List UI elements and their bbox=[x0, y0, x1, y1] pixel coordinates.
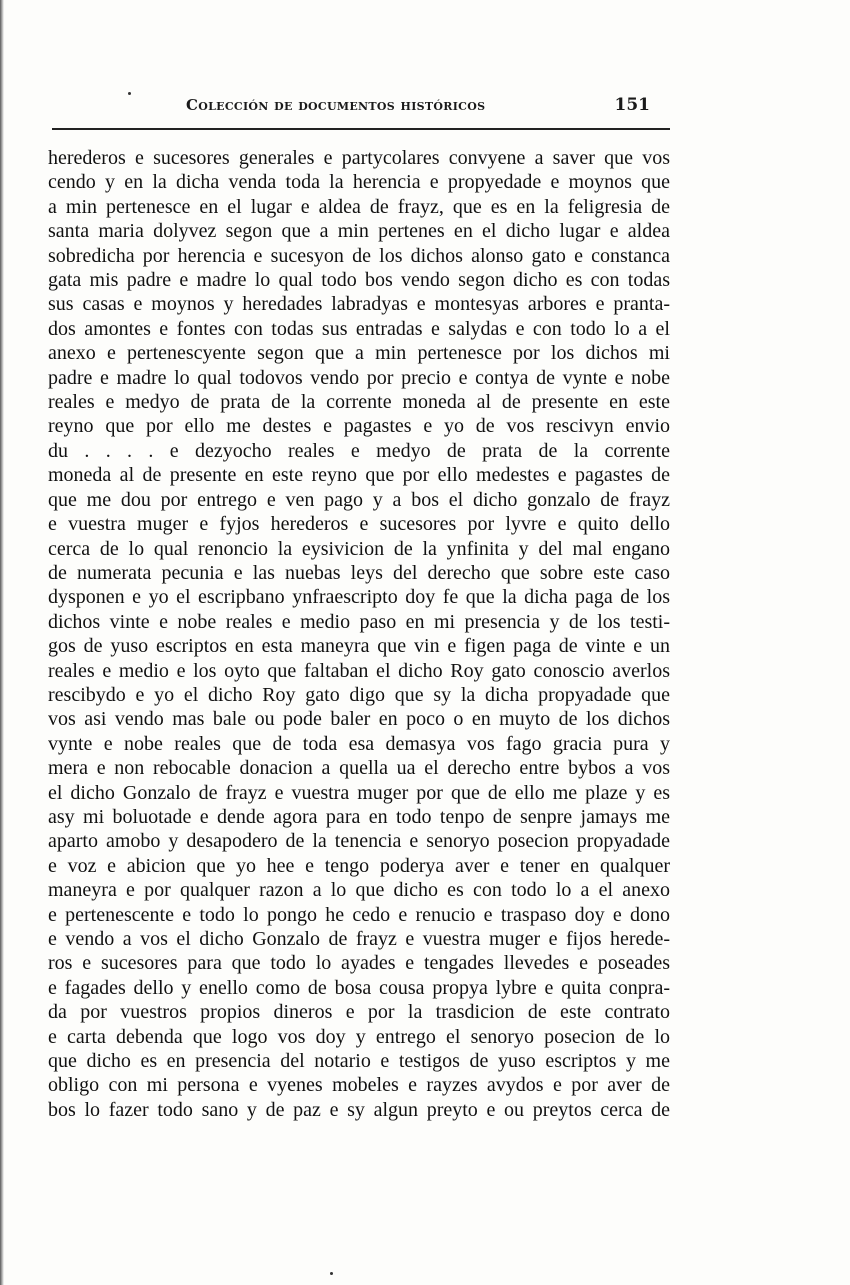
header-rule bbox=[52, 128, 670, 130]
text-line: e vuestra muger e fyjos herederos e sucesores por lyvre e quito dello bbox=[48, 513, 670, 536]
text-line: dos amontes e fontes con todas sus entradas e salydas e con todo lo a el bbox=[48, 317, 670, 340]
text-line: herederos e sucesores generales e partycolares convyene a saver que vos bbox=[48, 147, 670, 169]
text-line: santa maria dolyvez segon que a min pertenes en el dicho lugar e aldea bbox=[48, 220, 670, 243]
text-line: cerca de lo qual renoncio la eysivicion de la ynfinita y del mal engano bbox=[48, 537, 670, 560]
text-line: anexo e pertenescyente segon que a min pertenesce por los dichos mi bbox=[48, 342, 670, 365]
text-line: a min pertenesce en el lugar e aldea de frayz, que es en la feligresia de bbox=[48, 195, 670, 218]
text-line: obligo con mi persona e vyenes mobeles e rayzes avydos e por aver de bbox=[48, 1074, 670, 1097]
text-line: dichos vinte e nobe reales e medio paso en mi presencia y de los testi- bbox=[48, 610, 670, 633]
text-line: dysponen e yo el escripbano ynfraescripto doy fe que la dicha paga de los bbox=[48, 586, 670, 609]
text-line: moneda al de presente en este reyno que por ello medestes e pagastes de bbox=[48, 464, 670, 487]
text-line: du . . . . e dezyocho reales e medyo de prata de la corrente bbox=[48, 439, 670, 462]
text-line: asy mi boluotade e dende agora para en todo tenpo de senpre jamays me bbox=[48, 805, 670, 828]
scan-edge-shadow bbox=[0, 0, 4, 1285]
text-line: el dicho Gonzalo de frayz e vuestra muger por que de ello me plaze y es bbox=[48, 781, 670, 804]
text-line: e pertenescente e todo lo pongo he cedo e renucio e traspaso doy e dono bbox=[48, 903, 670, 926]
text-line: maneyra e por qualquer razon a lo que dicho es con todo lo a el anexo bbox=[48, 879, 670, 902]
text-line: de numerata pecunia e las nuebas leys del derecho que sobre este caso bbox=[48, 561, 670, 584]
text-line: que dicho es en presencia del notario e testigos de yuso escriptos y me bbox=[48, 1050, 670, 1073]
text-line: gata mis padre e madre lo qual todo bos vendo segon dicho es con todas bbox=[48, 269, 670, 292]
scan-speck bbox=[330, 1272, 333, 1275]
text-line: rescibydo e yo el dicho Roy gato digo que sy la dicha propyadade que bbox=[48, 683, 670, 706]
page-number: 151 bbox=[614, 95, 650, 115]
text-line: bos lo fazer todo sano y de paz e sy algun preyto e ou preytos cerca de bbox=[48, 1098, 670, 1121]
text-line: reales e medyo de prata de la corrente moneda al de presente en este bbox=[48, 391, 670, 414]
text-line: da por vuestros propios dineros e por la trasdicion de este contrato bbox=[48, 1001, 670, 1024]
scan-speck bbox=[128, 92, 131, 95]
text-line: reyno que por ello me destes e pagastes e yo de vos rescivyn envio bbox=[48, 415, 670, 438]
text-line: cendo y en la dicha venda toda la herencia e propyedade e moynos que bbox=[48, 171, 670, 194]
text-line: aparto amobo y desapodero de la tenencia e senoryo posecion propyadade bbox=[48, 830, 670, 853]
text-line: vynte e nobe reales que de toda esa demasya vos fago gracia pura y bbox=[48, 732, 670, 755]
text-line: vos asi vendo mas bale ou pode baler en poco o en muyto de los dichos bbox=[48, 708, 670, 731]
page-header bbox=[48, 92, 670, 126]
text-line: reales e medio e los oyto que faltaban el dicho Roy gato conoscio averlos bbox=[48, 659, 670, 682]
text-line: ros e sucesores para que todo lo ayades e tengades llevedes e poseades bbox=[48, 952, 670, 975]
text-line: e carta debenda que logo vos doy y entrego el senoryo posecion de lo bbox=[48, 1025, 670, 1048]
text-line: mera e non rebocable donacion a quella ua el derecho entre bybos a vos bbox=[48, 757, 670, 780]
text-line: sus casas e moynos y heredades labradyas e montesyas arbores e pranta- bbox=[48, 293, 670, 316]
text-line: e fagades dello y enello como de bosa cousa propya lybre e quita conpra- bbox=[48, 976, 670, 999]
text-line: e voz e abicion que yo hee e tengo poderya aver e tener en qualquer bbox=[48, 854, 670, 877]
text-line: gos de yuso escriptos en esta maneyra que vin e figen paga de vinte e un bbox=[48, 635, 670, 658]
text-line: sobredicha por herencia e sucesyon de los dichos alonso gato e constanca bbox=[48, 244, 670, 267]
text-line: que me dou por entrego e ven pago y a bos el dicho gonzalo de frayz bbox=[48, 488, 670, 511]
text-line: e vendo a vos el dicho Gonzalo de frayz e vuestra muger e fijos herede- bbox=[48, 928, 670, 950]
text-line: padre e madre lo qual todovos vendo por precio e contya de vynte e nobe bbox=[48, 366, 670, 389]
body-text bbox=[48, 146, 670, 1122]
running-title: Colección de documentos históricos bbox=[186, 96, 486, 114]
